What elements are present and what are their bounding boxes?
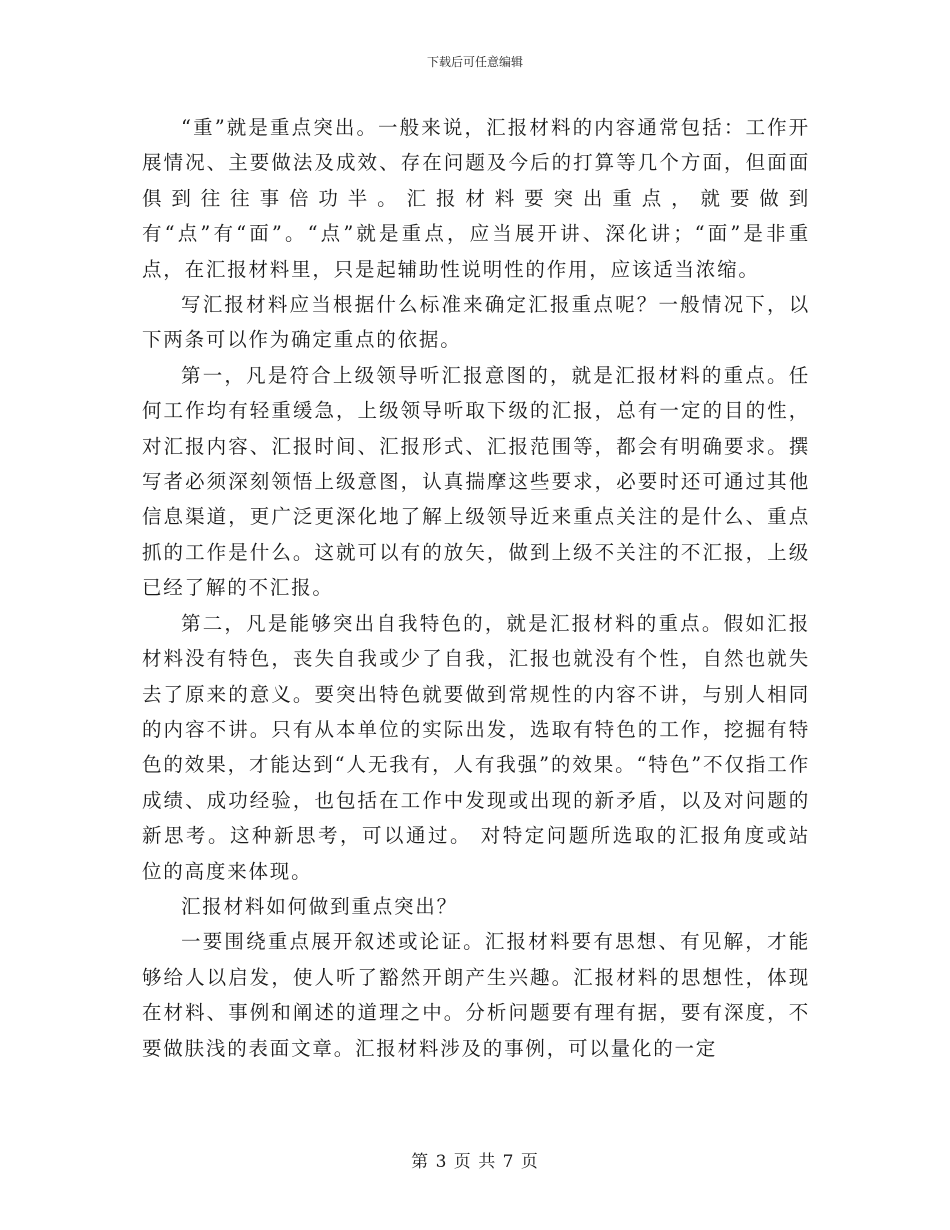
paragraph-criteria-question: 写汇报材料应当根据什么标准来确定汇报重点呢？一般情况下，以下两条可以作为确定重点的依据。 xyxy=(142,293,810,352)
paragraph-emphasis-definition: “重”就是重点突出。一般来说，汇报材料的内容通常包括：工作开展情况、主要做法及成效、存在问题及今后的打算等几个方面，但面面俱到往往事倍功半。汇报材料要突出重点，就要做到有“点”有“面”。“点”就是重点，应当展开讲、深化讲；“面”是非重点，在汇报材料里，只是起辅助性说明性的作用，应该适当浓缩。 xyxy=(142,116,810,281)
paragraph-criterion-two: 第二，凡是能够突出自我特色的，就是汇报材料的重点。假如汇报材料没有特色，丧失自我或少了自我，汇报也就没有个性，自然也就失去了原来的意义。要突出特色就要做到常规性的内容不讲，与别人相同的内容不讲。只有从本单位的实际出发，选取有特色的工作，挖掘有特色的效果，才能达到“人无我有，人有我强”的效果。“特色”不仅指工作成绩、成功经验，也包括在工作中发现或出现的新矛盾，以及对问题的新思考。这种新思考，可以通过。 对特定问题所选取的汇报角度或站位的高度来体现。 xyxy=(142,611,810,883)
document-body xyxy=(142,110,810,1066)
paragraph-criterion-one: 第一，凡是符合上级领导听汇报意图的，就是汇报材料的重点。任何工作均有轻重缓急，上级领导听取下级的汇报，总有一定的目的性，对汇报内容、汇报时间、汇报形式、汇报范围等，都会有明确要求。撰写者必须深刻领悟上级意图，认真揣摩这些要求，必要时还可通过其他信息渠道，更广泛更深化地了解上级领导近来重点关注的是什么、重点抓的工作是什么。这就可以有的放矢，做到上级不关注的不汇报，上级已经了解的不汇报。 xyxy=(142,363,810,600)
paragraph-method-one: 一要围绕重点展开叙述或论证。汇报材料要有思想、有见解，才能够给人以启发，使人听了豁然开朗产生兴趣。汇报材料的思想性，体现在材料、事例和阐述的道理之中。分析问题要有理有据，要有深度，不要做肤浅的表面文章。汇报材料涉及的事例，可以量化的一定 xyxy=(142,930,810,1060)
page-header: 下载后可任意编辑 xyxy=(426,55,523,69)
page-number-footer: 第 3 页 共 7 页 xyxy=(411,1152,539,1172)
paragraph-how-to-question: 汇报材料如何做到重点突出？ xyxy=(181,894,458,918)
